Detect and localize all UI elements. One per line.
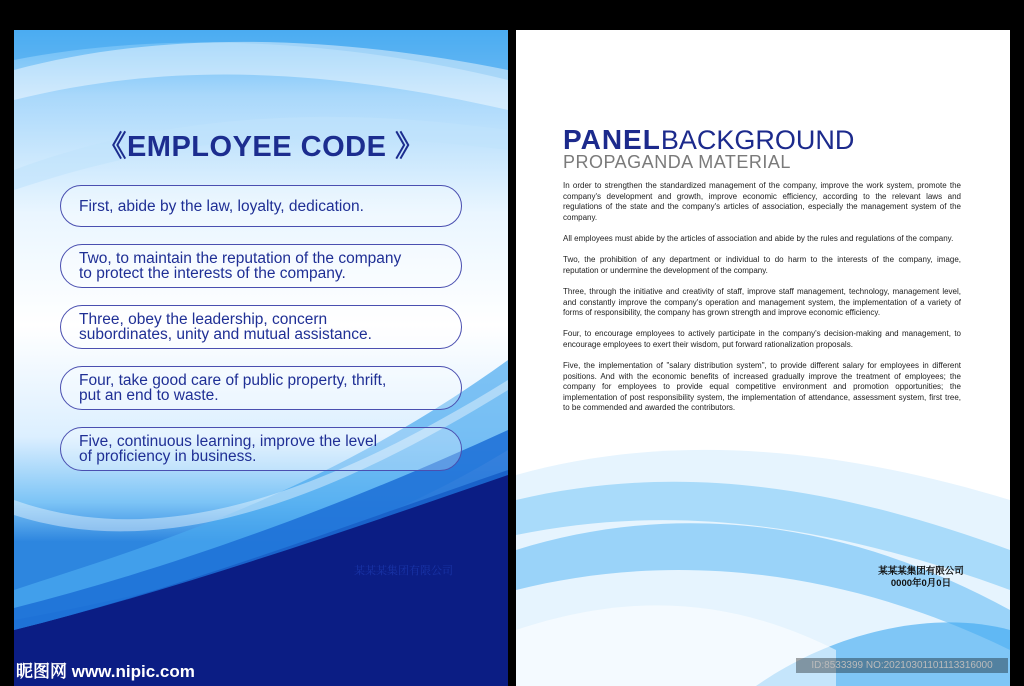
code-item-line: subordinates, unity and mutual assistance. — [79, 326, 372, 343]
site-logo: 昵图网 www.nipic.com — [16, 662, 195, 681]
body-text — [563, 181, 961, 425]
code-item-text — [79, 251, 401, 281]
code-item-line: First, abide by the law, loyalty, dedication. — [79, 197, 364, 215]
code-item-line: Three, obey the leadership, concern — [79, 311, 328, 328]
code-item-1 — [60, 185, 462, 227]
code-item-line: put an end to waste. — [79, 387, 219, 404]
faint-watermark-text: 某某某集团有限公司 — [354, 565, 453, 577]
left-panel — [14, 30, 508, 686]
code-item-line: Four, take good care of public property, thrift, — [79, 372, 387, 389]
code-item-text — [79, 434, 377, 464]
right-panel — [516, 30, 1010, 686]
paragraph: In order to strengthen the standardized management of the company, improve the work system, promote the company's development and growth, improve economic efficiency, according to the relevant laws and regulations of the state and the company's articles of association, especially the management system of the company. — [563, 181, 961, 222]
code-item-line: Two, to maintain the reputation of the company — [79, 250, 402, 267]
paragraph: Five, the implementation of "salary distribution system", to provide different salary for employees in different positions. And with the economic benefits of increased gradually improve the treatment of employees; the company for employees to provide equal competitive environment and promotion opportunities; the implementation of post responsibility system, the implementation of attendance, assessment system, first tree, to be commended and awarded the contributors. — [563, 361, 961, 413]
code-item-text — [79, 199, 364, 214]
paragraph: All employees must abide by the articles of association and abide by the rules and regulations of the company. — [563, 233, 954, 243]
code-item-line: Five, continuous learning, improve the level — [79, 433, 378, 450]
paragraph: Four, to encourage employees to actively participate in the company's decision-making and management, to encourage employees to exert their wisdom, put forward rationalization proposals. — [563, 329, 961, 349]
paragraph: Three, through the initiative and creativity of staff, improve staff management, technology, management level, and constantly improve the company's operation and management system, the implementation of a variety of forms of responsibility, the company has grown strength and improve economic efficiency. — [563, 286, 961, 318]
paragraph: Two, the prohibition of any department or individual to do harm to the interests of the company, image, reputation or undermine the development of the company. — [563, 255, 961, 275]
panel-subheading: PROPAGANDA MATERIAL — [563, 152, 791, 172]
heading-bold-part: PANEL — [563, 124, 661, 155]
code-item-text — [79, 373, 386, 403]
signature-date: 0000年0月0日 — [890, 578, 952, 589]
signature-block — [846, 566, 996, 590]
code-item-text — [79, 312, 372, 342]
employee-code-title: 《EMPLOYEE CODE 》 — [97, 131, 425, 163]
code-item-5 — [60, 427, 462, 471]
heading-light-part: BACKGROUND — [660, 125, 855, 155]
code-item-3 — [60, 305, 462, 349]
code-item-2 — [60, 244, 462, 288]
code-item-4 — [60, 366, 462, 410]
code-item-line: of proficiency in business. — [79, 448, 257, 465]
code-item-line: to protect the interests of the company. — [79, 265, 346, 282]
image-id-label: ID:8533399 NO:20210301101113316000 — [796, 658, 1008, 673]
signature-company: 某某某集团有限公司 — [878, 566, 964, 577]
